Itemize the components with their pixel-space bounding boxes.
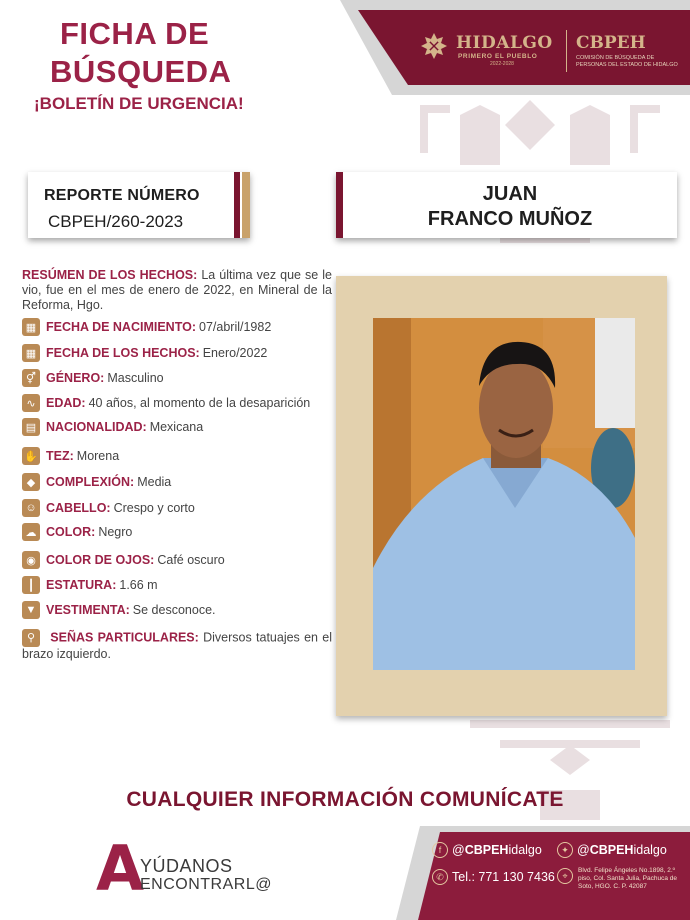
detail-value: Café oscuro — [157, 553, 225, 567]
detail-value: 07/abril/1982 — [199, 320, 272, 334]
detail-label: GÉNERO: — [46, 371, 105, 385]
title-line-1: FICHA DE — [60, 16, 210, 51]
detail-value: Masculino — [107, 371, 164, 385]
detail-label: FECHA DE NACIMIENTO: — [46, 320, 196, 334]
detail-value: 1.66 m — [119, 578, 158, 592]
detail-row — [22, 393, 310, 413]
ruler-icon: ┃ — [22, 576, 40, 594]
summary-text: La última vez que se le vio, fue en el mes de enero de 2022, en Mineral de la Reforma, Hgo. — [22, 268, 332, 312]
logo-divider — [566, 30, 567, 72]
detail-row — [22, 417, 203, 437]
distinctive-features — [22, 629, 332, 662]
person-last-names: FRANCO MUÑOZ — [427, 208, 593, 230]
hair-icon: ☺ — [22, 499, 40, 517]
person-photo — [373, 318, 635, 670]
detail-label: COLOR: — [46, 525, 96, 539]
eye-icon: ◉ — [22, 551, 40, 569]
gender-icon: ⚥ — [22, 369, 40, 387]
twitter-link[interactable] — [557, 842, 667, 858]
twitter-icon: ✦ — [557, 842, 573, 858]
detail-value: Crespo y corto — [113, 501, 195, 515]
hair-color-icon: ☁ — [22, 523, 40, 541]
detail-label: VESTIMENTA: — [46, 603, 130, 617]
id-card-icon: ▤ — [22, 418, 40, 436]
distinctive-features-label: SEÑAS PARTICULARES: — [50, 630, 199, 645]
agency-acronym: CBPEH — [576, 33, 646, 53]
detail-row — [22, 343, 267, 363]
detail-value: Media — [137, 475, 172, 489]
shirt-icon: ▼ — [22, 601, 40, 619]
facebook-at: @ — [452, 843, 465, 857]
detail-value: Negro — [98, 525, 133, 539]
detail-label: CABELLO: — [46, 501, 111, 515]
twitter-at: @ — [577, 843, 590, 857]
hidalgo-logo-icon — [420, 32, 448, 60]
twitter-handle-bold: CBPEH — [589, 843, 634, 857]
body-icon: ◆ — [22, 473, 40, 491]
hidalgo-years: 2022-2028 — [490, 61, 514, 67]
hidalgo-slogan: PRIMERO EL PUEBLO — [458, 53, 538, 60]
detail-row — [22, 550, 225, 570]
phone-contact[interactable] — [432, 869, 555, 885]
agency-full-name: COMISIÓN DE BÚSQUEDA DE PERSONAS DEL ESTADO DE HIDALGO — [576, 55, 678, 68]
title-line-2: BÚSQUEDA — [50, 54, 232, 89]
facebook-handle-bold: CBPEH — [464, 843, 509, 857]
detail-label: ESTATURA: — [46, 578, 117, 592]
summary-of-facts — [22, 268, 332, 313]
cake-icon: ▦ — [22, 318, 40, 336]
detail-row — [22, 600, 216, 620]
detail-value: Se desconoce. — [132, 603, 216, 617]
detail-label: TEZ: — [46, 449, 74, 463]
facebook-handle-rest: idalgo — [508, 843, 542, 857]
call-to-action: CUALQUIER INFORMACIÓN COMUNÍCATE — [126, 788, 564, 811]
office-address: Blvd. Felipe Ángeles No.1898, 2.º piso, Col. Santa Julia, Pachuca de Soto, HGO. C. P. 42087 — [578, 867, 678, 890]
detail-row — [22, 368, 164, 388]
summary-label: RESÚMEN DE LOS HECHOS: — [22, 268, 198, 282]
calendar-icon: ▦ — [22, 344, 40, 362]
detail-label: COMPLEXIÓN: — [46, 475, 135, 489]
age-icon: ∿ — [22, 394, 40, 412]
detail-value: 40 años, al momento de la desaparición — [88, 396, 311, 410]
report-number: CBPEH/260-2023 — [48, 212, 184, 231]
detail-row — [22, 498, 195, 518]
location-icon: ⌖ — [557, 868, 573, 884]
phone-icon: ✆ — [432, 869, 448, 885]
detail-row — [22, 522, 132, 542]
detail-row — [22, 472, 171, 492]
distinctive-features-text: Diversos tatuajes en el brazo izquierdo. — [22, 630, 332, 661]
help-find-line-2: ENCONTRARL@ — [140, 876, 272, 893]
phone-number: Tel.: 771 130 7436 — [452, 870, 555, 884]
detail-row — [22, 446, 119, 466]
detail-label: NACIONALIDAD: — [46, 420, 147, 434]
twitter-handle-rest: idalgo — [633, 843, 667, 857]
hidalgo-logo-text: HIDALGO — [456, 33, 553, 53]
help-find-line-1: YÚDANOS — [140, 856, 233, 876]
detail-row — [22, 317, 271, 337]
detail-value: Enero/2022 — [202, 346, 268, 360]
detail-label: COLOR DE OJOS: — [46, 553, 155, 567]
detail-label: FECHA DE LOS HECHOS: — [46, 346, 200, 360]
detail-value: Morena — [76, 449, 120, 463]
facebook-icon: f — [432, 842, 448, 858]
hand-icon: ✋ — [22, 447, 40, 465]
help-find-big-a: A — [96, 832, 144, 905]
person-first-name: JUAN — [482, 183, 538, 205]
report-label: REPORTE NÚMERO — [44, 187, 200, 204]
urgency-subtitle: ¡BOLETÍN DE URGENCIA! — [34, 94, 244, 113]
facebook-link[interactable] — [432, 842, 542, 858]
detail-row — [22, 575, 158, 595]
detail-value: Mexicana — [149, 420, 204, 434]
magnifier-icon: ⚲ — [22, 629, 40, 647]
detail-label: EDAD: — [46, 396, 86, 410]
